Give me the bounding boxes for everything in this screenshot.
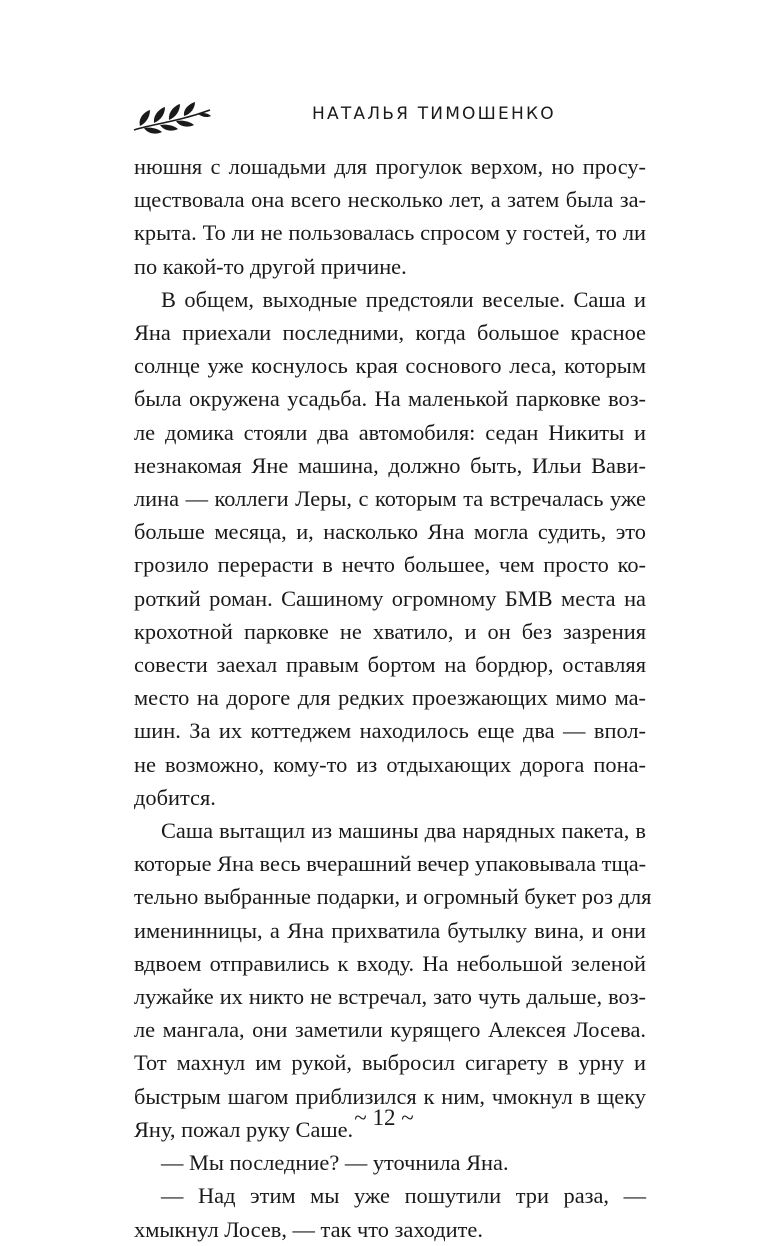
text-line: солнце уже коснулось края соснового леса, которым [134, 353, 646, 379]
text-line: нюшня с лошадьми для прогулок верхом, но просу- [134, 154, 646, 179]
text-line: ществовала она всего несколько лет, а затем была за- [134, 187, 646, 213]
running-head: НАТАЛЬЯ ТИМОШЕНКО [312, 104, 556, 124]
page-number: ~ 12 ~ [354, 1105, 414, 1130]
text-line: Тот махнул им рукой, выбросил сигарету в урну и [134, 1050, 646, 1076]
text-line: Саша вытащил из машины два нарядных пакета, в [161, 818, 646, 844]
text-line: грозило перерасти в нечто большее, чем просто ко- [134, 552, 646, 578]
text-line: крохотной парковке не хватило, и он без зазрения [134, 618, 646, 644]
text-line: — Мы последние? — уточнила Яна. [161, 1150, 509, 1176]
text-line: роткий роман. Сашиному огромному БМВ места на [134, 585, 646, 611]
text-line: лужайке их никто не встречал, зато чуть дальше, воз- [134, 984, 646, 1010]
text-line: быстрым шагом приблизился к ним, чмокнул в щеку [134, 1083, 646, 1109]
text-line: — Над этим мы уже пошутили три раза, — [161, 1183, 646, 1209]
text-line: ле мангала, они заметили курящего Алексея Лосева. [134, 1017, 646, 1043]
text-line: хмыкнул Лосев, — так что заходите. [134, 1216, 483, 1242]
text-line: Яна приехали последними, когда большое красное [134, 320, 646, 346]
text-line: которые Яна весь вчерашний вечер упаковывала тща- [134, 851, 647, 877]
text-line: место на дороге для редких проезжающих мимо ма- [134, 685, 646, 711]
text-line: ле домика стояли два автомобиля: седан Никиты и [134, 419, 646, 445]
text-line: именинницы, а Яна прихватила бутылку вина, и они [134, 917, 646, 943]
text-line: В общем, выходные предстояли веселые. Саша и [161, 286, 646, 312]
text-line: вдвоем отправились к входу. На небольшой зеленой [134, 950, 646, 976]
text-line: больше месяца, и, насколько Яна могла судить, это [134, 519, 646, 545]
text-line: не возможно, кому-то из отдыхающих дорога пона- [134, 751, 646, 777]
text-line: лина — коллеги Леры, с которым та встречалась уже [134, 486, 646, 512]
text-line: тельно выбранные подарки, и огромный букет роз для [134, 884, 652, 910]
text-line: добится. [134, 784, 216, 810]
text-line: Яну, пожал руку Саше. [134, 1116, 354, 1142]
text-line: крыта. То ли не пользовалась спросом у гостей, то ли [134, 220, 646, 246]
text-line: шин. За их коттеджем находилось еще два — впол- [134, 718, 646, 744]
text-line: по какой-то другой причине. [134, 253, 407, 279]
leaf-branch-icon [132, 100, 212, 136]
text-line: совести заехал правым бортом на бордюр, оставляя [134, 652, 646, 678]
body-text [134, 150, 652, 1246]
text-line: незнакомая Яне машина, должно быть, Ильи Вави- [134, 452, 646, 478]
page-header [132, 100, 642, 136]
text-line: была окружена усадьба. На маленькой парковке воз- [134, 386, 646, 412]
